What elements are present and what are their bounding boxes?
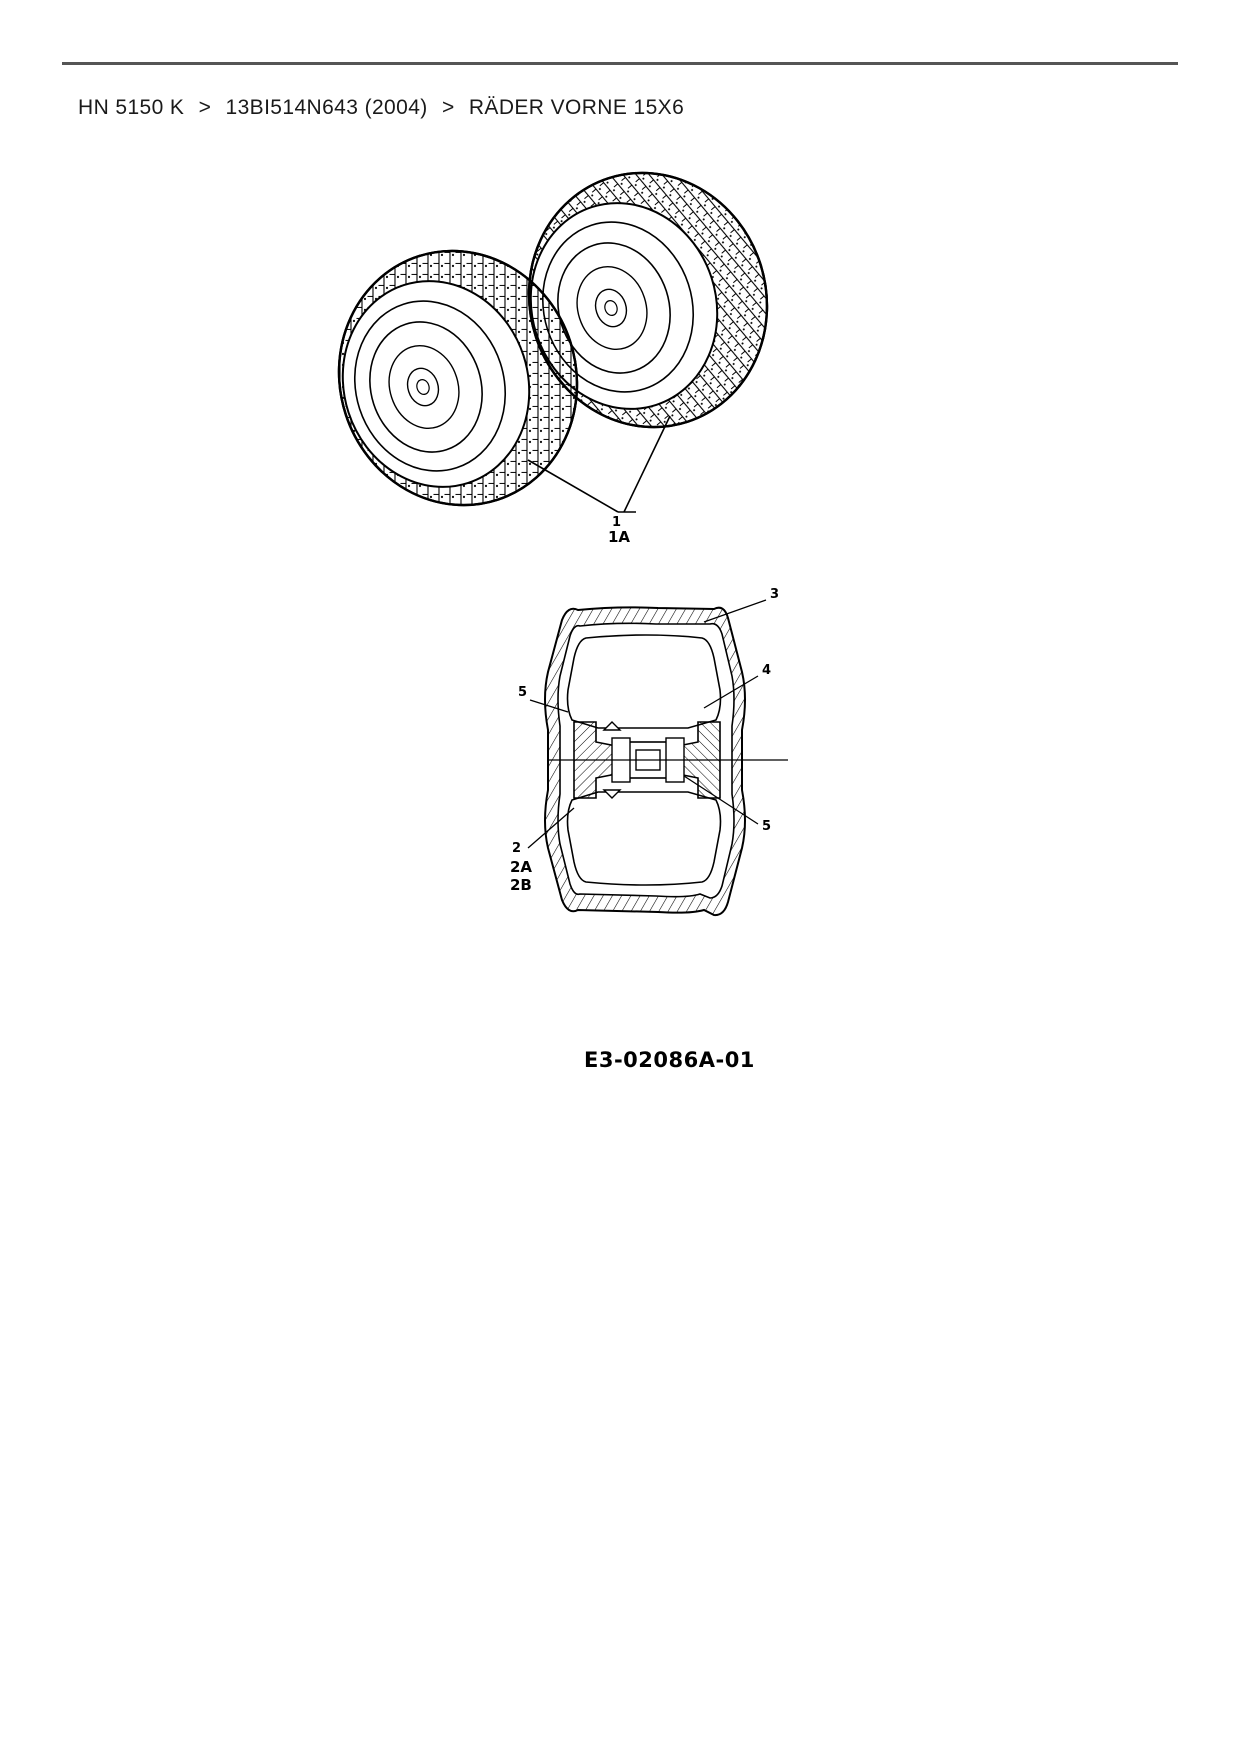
breadcrumb-item-model[interactable]: HN 5150 K xyxy=(78,96,185,119)
wheel-cross-section-view xyxy=(508,580,828,940)
callout-1a: 1A xyxy=(608,528,631,546)
breadcrumb xyxy=(78,96,684,120)
callout-5-right: 5 xyxy=(762,819,772,834)
breadcrumb-item-assembly: RÄDER VORNE 15X6 xyxy=(468,96,685,119)
cross-section-svg xyxy=(508,580,828,940)
breadcrumb-separator: > xyxy=(198,96,212,119)
parts-diagram xyxy=(78,140,1162,1040)
front-wheel-pair-view xyxy=(318,160,838,560)
breadcrumb-separator: > xyxy=(441,96,455,119)
breadcrumb-item-serial[interactable]: 13BI514N643 (2004) xyxy=(225,96,428,119)
header-divider xyxy=(62,62,1178,65)
callout-2b: 2B xyxy=(510,876,532,894)
callout-2: 2 xyxy=(512,841,522,856)
callout-4: 4 xyxy=(762,663,772,678)
drawing-id-label: E3-02086A-01 xyxy=(584,1048,755,1072)
wheel-pair-svg xyxy=(318,160,838,560)
callout-2a: 2A xyxy=(510,858,533,876)
callout-1: 1 xyxy=(612,515,622,530)
callout-3: 3 xyxy=(770,587,780,602)
callout-5-left: 5 xyxy=(518,685,528,700)
